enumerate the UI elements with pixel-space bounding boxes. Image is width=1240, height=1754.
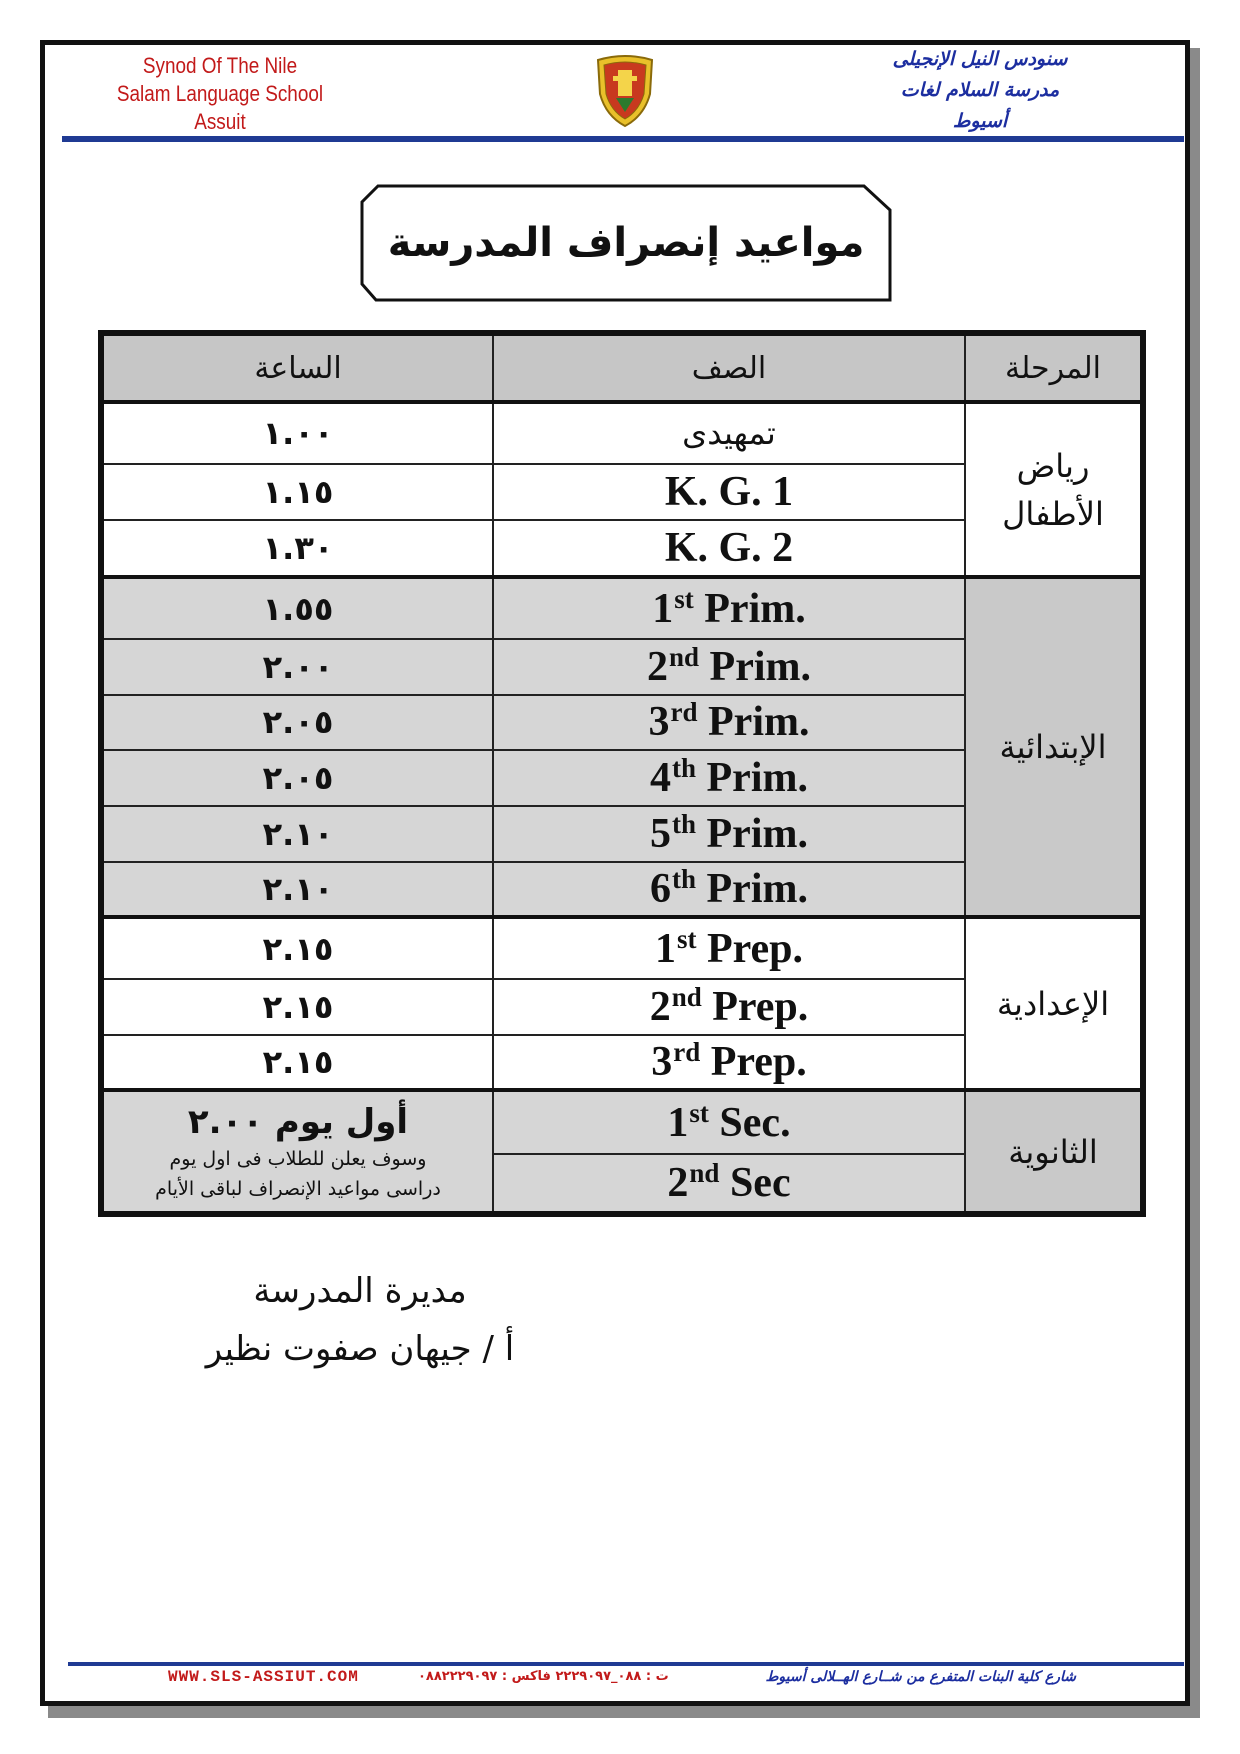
time-cell: ٢.١٥ <box>101 917 493 979</box>
table-row <box>101 577 1143 639</box>
stage-primary: الإبتدائية <box>965 577 1143 917</box>
grade-ordinal: th <box>672 753 697 784</box>
stage-kg <box>965 402 1143 577</box>
kg-group <box>101 402 1143 577</box>
grade-name: Sec. <box>719 1099 791 1146</box>
grade-number: 2 <box>667 1160 689 1207</box>
grade-name: Prim. <box>706 755 808 802</box>
time-cell: ٢.١٥ <box>101 979 493 1035</box>
grade-number: 1 <box>654 925 676 972</box>
time-note-line: دراسى مواعيد الإنصراف لباقى الأيام <box>155 1177 441 1200</box>
time-cell: ٢.١٠ <box>101 862 493 918</box>
stage-kg-line: رياض <box>1016 446 1090 485</box>
grade-ordinal: st <box>676 923 697 954</box>
table-header-row <box>101 333 1143 402</box>
table-row <box>101 1090 1143 1154</box>
grade-name: Prim. <box>704 585 806 632</box>
time-cell: ١.٠٠ <box>101 402 493 464</box>
grade-name: Prep. <box>706 925 804 972</box>
school-name-en-line: Salam Language School <box>116 81 324 106</box>
grade-number: 5 <box>650 810 672 857</box>
school-name-ar-line: مدرسة السلام لغات <box>900 79 1060 101</box>
time-cell: ٢.١٥ <box>101 1035 493 1091</box>
grade-ordinal: nd <box>671 981 702 1012</box>
grade-number: 1 <box>667 1099 689 1146</box>
grade-cell <box>493 1035 965 1091</box>
grade-number: 4 <box>650 755 672 802</box>
prep-group <box>101 917 1143 1090</box>
footer <box>140 1665 1140 1691</box>
time-cell: ١.٣٠ <box>101 520 493 577</box>
school-name-en-line: Synod Of The Nile <box>142 53 298 78</box>
grade-cell: K. G. 2 <box>493 520 965 577</box>
footer-address: شارع كلية البنات المتفرع من شــارع الهــلالى أسيوط <box>765 1669 1076 1685</box>
stage-secondary: الثانوية <box>965 1090 1143 1214</box>
time-first-day: أول يوم ٢.٠٠ <box>187 1101 409 1142</box>
time-cell: ١.١٥ <box>101 464 493 521</box>
grade-ordinal: nd <box>669 641 700 672</box>
grade-number: 3 <box>648 699 670 746</box>
grade-cell <box>493 695 965 751</box>
grade-number: 6 <box>650 865 672 912</box>
grade-cell <box>493 979 965 1035</box>
time-cell: ١.٥٥ <box>101 577 493 639</box>
dismissal-schedule-table <box>98 330 1146 1217</box>
grade-cell <box>493 1154 965 1214</box>
grade-number: 2 <box>647 643 668 690</box>
grade-cell <box>493 577 965 639</box>
grade-number: 3 <box>651 1039 673 1085</box>
grade-cell <box>493 1090 965 1154</box>
stage-prep: الإعدادية <box>965 917 1143 1090</box>
primary-group <box>101 577 1143 917</box>
school-crest-logo <box>592 54 658 128</box>
grade-ordinal: th <box>672 808 697 839</box>
time-note-line: وسوف يعلن للطلاب فى اول يوم <box>169 1147 427 1170</box>
stage-kg-line: الأطفال <box>1002 494 1104 533</box>
school-name-english <box>91 52 349 136</box>
grade-cell <box>493 917 965 979</box>
grade-cell <box>493 862 965 918</box>
time-cell: ٢.٠٠ <box>101 639 493 695</box>
time-cell: ٢.٠٥ <box>101 750 493 806</box>
grade-cell <box>493 639 965 695</box>
grade-name: Prep. <box>712 983 809 1030</box>
signature-role: مديرة المدرسة <box>253 1271 467 1311</box>
school-name-ar-line: أسيوط <box>952 110 1008 132</box>
grade-ordinal: th <box>672 863 697 894</box>
grade-number: 2 <box>649 983 671 1030</box>
grade-ordinal: rd <box>673 1037 701 1067</box>
grade-number: 1 <box>652 585 674 632</box>
header-time: الساعة <box>101 333 493 402</box>
grade-cell: K. G. 1 <box>493 464 965 521</box>
table-row <box>101 402 1143 464</box>
grade-name: Prim. <box>706 865 808 912</box>
grade-name: Prim. <box>709 643 811 690</box>
signature-name: أ / جيهان صفوت نظير <box>205 1329 515 1369</box>
time-cell: ٢.١٠ <box>101 806 493 862</box>
grade-name: Sec <box>729 1160 791 1207</box>
grade-name: Prim. <box>706 810 808 857</box>
grade-cell <box>493 750 965 806</box>
header-grade: الصف <box>493 333 965 402</box>
school-name-en-line: Assuit <box>194 109 246 134</box>
grade-ordinal: st <box>689 1097 709 1128</box>
signature-block <box>150 1262 570 1378</box>
footer-website-link[interactable]: WWW.SLS-ASSIUT.COM <box>168 1668 359 1686</box>
header-stage: المرحلة <box>965 333 1143 402</box>
page-title: مواعيد إنصراف المدرسة <box>387 220 865 266</box>
grade-ordinal: st <box>674 583 694 614</box>
grade-cell: تمهيدى <box>493 402 965 464</box>
footer-phone: ت : ٠٨٨_٢٢٢٩٠٩٧ فاكس : ٠٨٨٢٢٢٩٠٩٧ <box>418 1669 669 1684</box>
grade-name: Prep. <box>710 1039 807 1085</box>
grade-cell <box>493 806 965 862</box>
school-name-arabic <box>830 44 1130 137</box>
grade-ordinal: nd <box>689 1158 720 1189</box>
school-name-ar-line: سنودس النيل الإنجيلى <box>892 48 1068 70</box>
time-cell: ٢.٠٥ <box>101 695 493 751</box>
secondary-group <box>101 1090 1143 1214</box>
header-rule <box>62 136 1184 142</box>
time-cell-secondary <box>101 1090 493 1214</box>
grade-name: Prim. <box>708 699 810 746</box>
table-row <box>101 917 1143 979</box>
grade-ordinal: rd <box>670 697 698 728</box>
